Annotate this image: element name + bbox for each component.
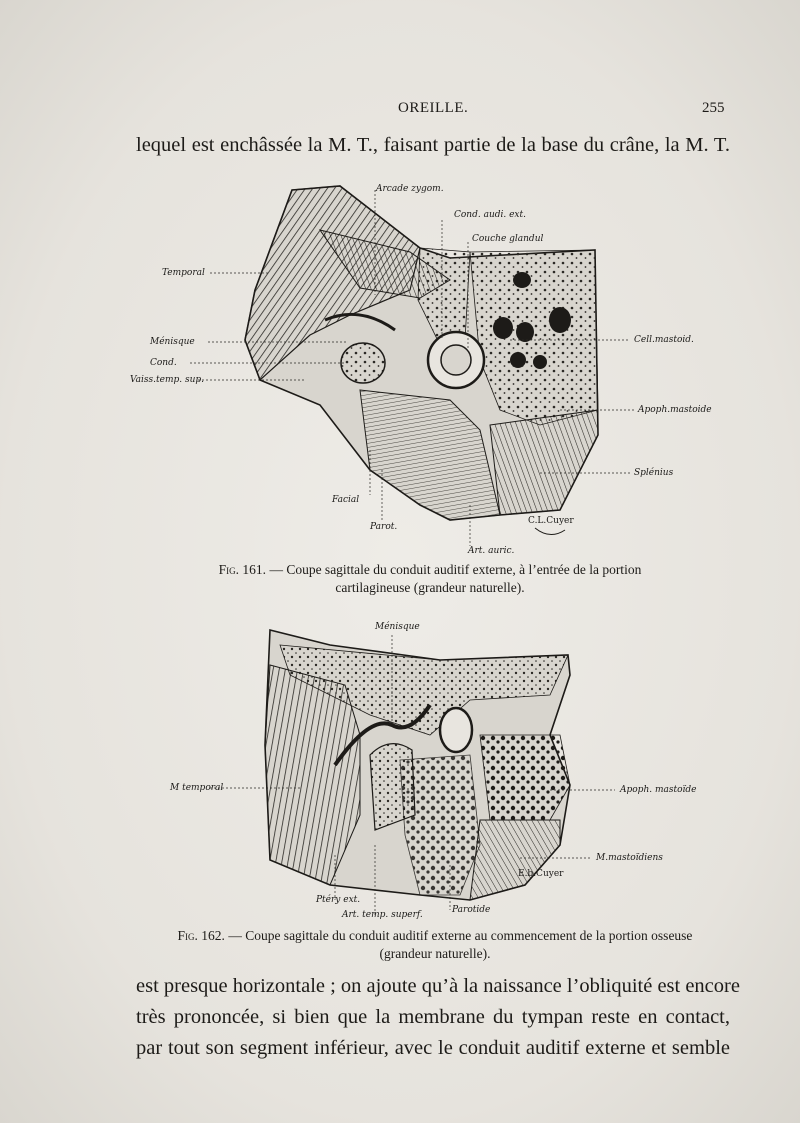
fig162-label-parotide: Parotide xyxy=(452,905,491,915)
figure-161-number: Fig. 161. xyxy=(218,562,267,577)
figure-162-caption xyxy=(125,927,745,963)
figure-162 xyxy=(130,615,730,925)
figure-161-engraving xyxy=(120,170,720,565)
fig161-label-facial: Facial xyxy=(332,495,360,505)
fig162-label-art-temp: Art. temp. superf. xyxy=(342,910,423,920)
figure-161-caption-line-2: cartilagineuse (grandeur naturelle). xyxy=(335,580,525,595)
fig161-label-splenius: Splénius xyxy=(634,468,674,478)
fig161-label-cond-aud: Cond. audi. ext. xyxy=(454,210,526,220)
fig162-label-m-temporal: M temporal xyxy=(170,783,224,793)
fig161-label-couche: Couche glandul xyxy=(472,234,544,244)
fig161-label-menisque: Ménisque xyxy=(150,337,195,347)
figure-161-caption-text-1: — Coupe sagittale du conduit auditif externe, à l’entrée de la portion xyxy=(269,562,642,577)
figure-162-number: Fig. 162. xyxy=(177,928,225,943)
fig161-label-cell: Cell.mastoid. xyxy=(634,335,694,345)
fig162-label-ptery: Ptéry ext. xyxy=(316,895,361,905)
fig162-label-apoph: Apoph. mastoïde xyxy=(620,785,697,795)
page-number: 255 xyxy=(702,100,725,116)
body-text-line-2: très prononcée, si bien que la membrane du tympan reste en contact, xyxy=(136,1006,730,1028)
fig161-label-cond: Cond. xyxy=(150,358,177,368)
fig162-label-menisque: Ménisque xyxy=(375,622,420,632)
figure-162-engraving xyxy=(130,615,730,925)
running-title: OREILLE. xyxy=(398,100,469,116)
figure-162-caption-line-1 xyxy=(125,927,745,945)
fig161-label-parot: Parot. xyxy=(370,522,398,532)
figure-162-caption-line-2: (grandeur naturelle). xyxy=(379,946,491,961)
figure-162-caption-text-1: — Coupe sagittale du conduit auditif externe au commencement de la portion osseuse xyxy=(228,928,693,943)
fig161-signature: C.L.Cuyer xyxy=(528,516,574,526)
figure-161-caption xyxy=(130,561,730,597)
figure-161 xyxy=(120,170,720,565)
fig161-label-apoph: Apoph.mastoide xyxy=(638,405,712,415)
body-text-top-line: lequel est enchâssée la M. T., faisant partie de la base du crâne, la M. T. xyxy=(136,134,730,156)
body-text-line-1: est presque horizontale ; on ajoute qu’à la naissance l’obliquité est encore xyxy=(136,975,740,997)
fig161-label-vaiss: Vaiss.temp. sup. xyxy=(130,375,205,385)
fig161-label-art: Art. auric. xyxy=(468,546,515,556)
fig162-signature: E.b.Cuyer xyxy=(518,869,564,879)
running-head xyxy=(0,100,800,124)
fig161-label-arcade: Arcade zygom. xyxy=(376,184,444,194)
fig161-label-temporal: Temporal xyxy=(162,268,205,278)
fig162-label-m-mastoidiens: M.mastoïdiens xyxy=(596,853,663,863)
figure-161-caption-line-1 xyxy=(130,561,730,579)
body-text-line-3: par tout son segment inférieur, avec le conduit auditif externe et semble xyxy=(136,1037,730,1059)
